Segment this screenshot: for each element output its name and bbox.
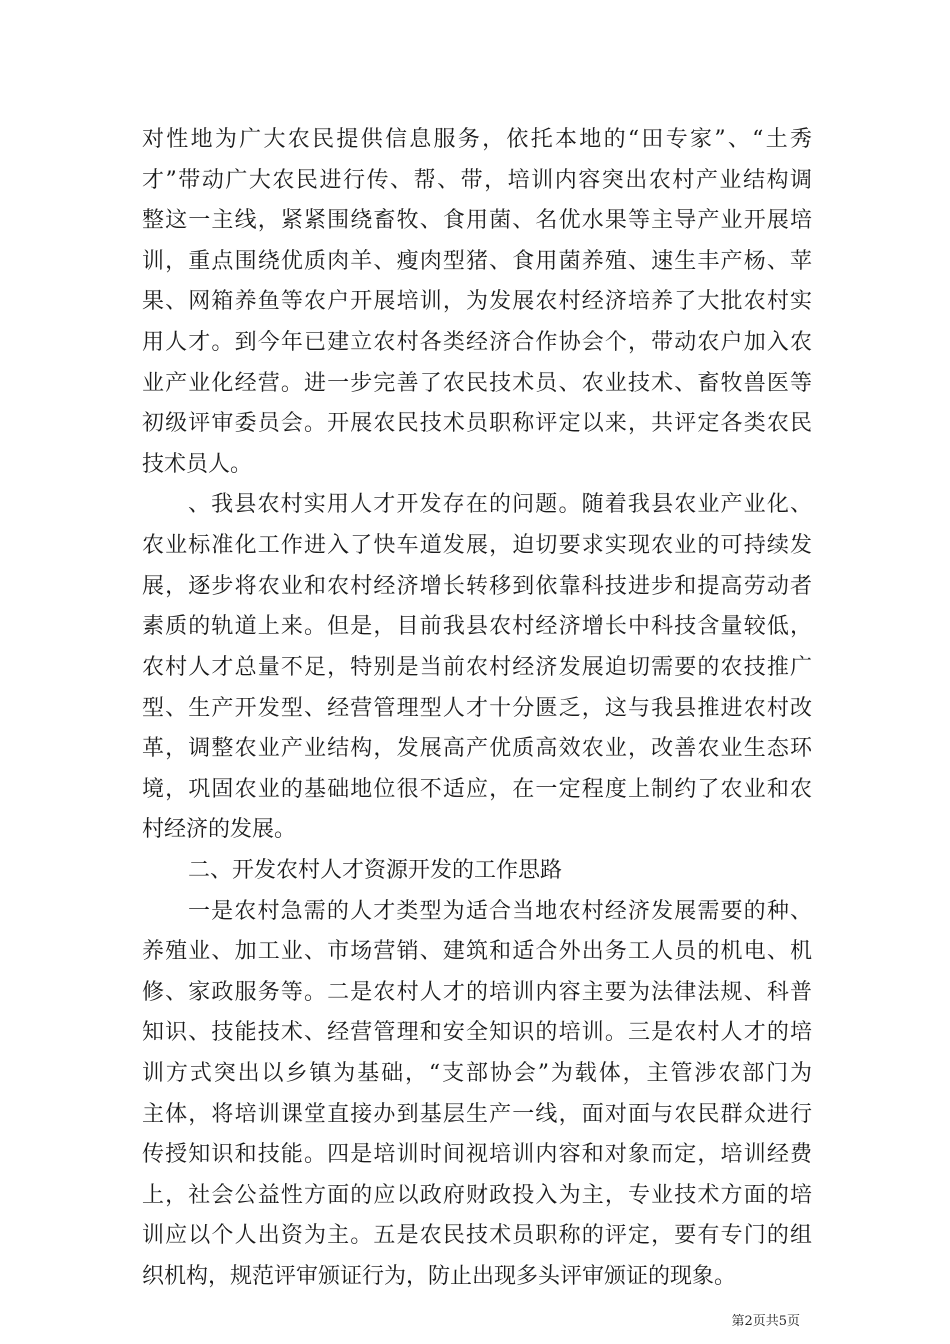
paragraph-1-line-2: 才”带动广大农民进行传、帮、带，培训内容突出农村产业结构调 [142, 168, 812, 193]
paragraph-3-line-7: 传授知识和技能。四是培训时间视培训内容和对象而定，培训经费 [142, 1142, 812, 1167]
paragraph-3-line-9: 训应以个人出资为主。五是农民技术员职称的评定，要有专门的组 [142, 1223, 812, 1248]
paragraph-2-line-5: 农村人才总量不足，特别是当前农村经济发展迫切需要的农技推广 [142, 655, 812, 680]
paragraph-2-line-1: 、我县农村实用人才开发存在的问题。随着我县农业产业化、 [188, 492, 812, 517]
paragraph-1-line-6: 用人才。到今年已建立农村各类经济合作协会个，带动农户加入农 [142, 330, 812, 355]
paragraph-1-line-9: 技术员人。 [142, 452, 253, 477]
paragraph-1-line-7: 业产业化经营。进一步完善了农民技术员、农业技术、畜牧兽医等 [142, 371, 812, 396]
paragraph-1-line-3: 整这一主线，紧紧围绕畜牧、食用菌、名优水果等主导产业开展培 [142, 208, 812, 233]
paragraph-2-line-2: 农业标准化工作进入了快车道发展，迫切要求实现农业的可持续发 [142, 533, 812, 558]
paragraph-3-line-10: 织机构，规范评审颁证行为，防止出现多头评审颁证的现象。 [142, 1264, 737, 1289]
paragraph-3-line-3: 修、家政服务等。二是农村人才的培训内容主要为法律法规、科普 [142, 980, 812, 1005]
paragraph-1-line-1: 对性地为广大农民提供信息服务，依托本地的“田专家”、“土秀 [142, 127, 812, 152]
paragraph-2-line-8: 境，巩固农业的基础地位很不适应，在一定程度上制约了农业和农 [142, 777, 812, 802]
paragraph-1-line-5: 果、网箱养鱼等农户开展培训，为发展农村经济培养了大批农村实 [142, 289, 812, 314]
paragraph-2-line-6: 型、生产开发型、经营管理型人才十分匮乏，这与我县推进农村改 [142, 696, 812, 721]
paragraph-2-line-7: 革，调整农业产业结构，发展高产优质高效农业，改善农业生态环 [142, 736, 812, 761]
paragraph-3-line-5: 训方式突出以乡镇为基础，“支部协会”为载体，主管涉农部门为 [142, 1061, 812, 1086]
paragraph-1-line-8: 初级评审委员会。开展农民技术员职称评定以来，共评定各类农民 [142, 411, 812, 436]
paragraph-3-line-8: 上，社会公益性方面的应以政府财政投入为主，专业技术方面的培 [142, 1183, 812, 1208]
paragraph-3-line-6: 主体，将培训课堂直接办到基层生产一线，面对面与农民群众进行 [142, 1102, 812, 1127]
paragraph-2-line-4: 素质的轨道上来。但是，目前我县农村经济增长中科技含量较低， [142, 614, 812, 639]
paragraph-2-line-9: 村经济的发展。 [142, 817, 297, 842]
paragraph-3-line-2: 养殖业、加工业、市场营销、建筑和适合外出务工人员的机电、机 [142, 939, 812, 964]
paragraph-3-line-4: 知识、技能技术、经营管理和安全知识的培训。三是农村人才的培 [142, 1020, 812, 1045]
section-heading: 二、开发农村人才资源开发的工作思路 [188, 858, 563, 883]
paragraph-1-line-4: 训，重点围绕优质肉羊、瘦肉型猪、食用菌养殖、速生丰产杨、苹 [142, 249, 812, 274]
page-number-footer: 第2页共5页 [731, 1314, 800, 1329]
paragraph-2-line-3: 展，逐步将农业和农村经济增长转移到依靠科技进步和提高劳动者 [142, 574, 812, 599]
paragraph-3-line-1: 一是农村急需的人才类型为适合当地农村经济发展需要的种、 [188, 899, 812, 924]
